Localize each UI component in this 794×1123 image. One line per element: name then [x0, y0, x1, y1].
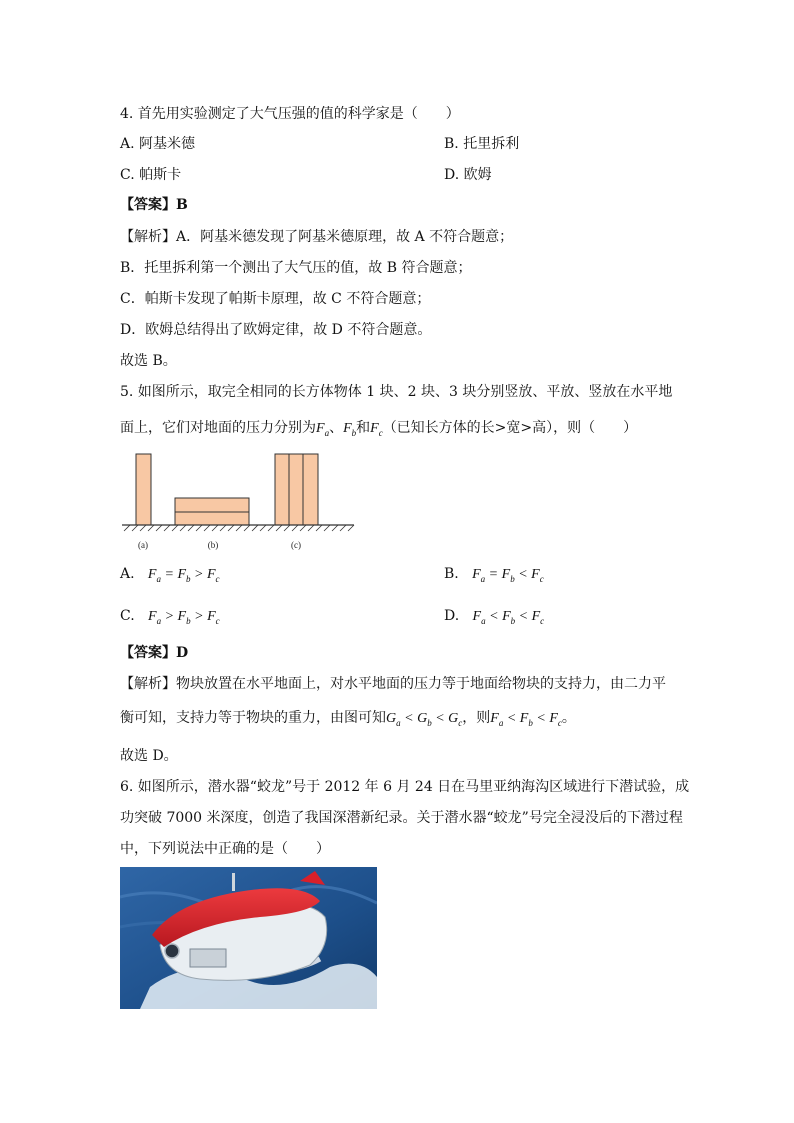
- q4-analysis-4: D．欧姆总结得出了欧姆定律，故 D 不符合题意。: [120, 322, 432, 338]
- q6-stem-1: 6. 如图所示，潜水器“蛟龙”号于 2012 年 6 月 24 日在马里亚纳海沟区域进行下潜试验，成: [120, 779, 690, 795]
- label-b: (b): [207, 540, 219, 550]
- block-a: [136, 454, 151, 525]
- block-c-1: [275, 454, 289, 525]
- q5-stem-line1: 5. 如图所示，取完全相同的长方体物体 1 块、2 块、3 块分别竖放、平放、竖放在水平地: [120, 384, 673, 400]
- q5-answer: 【答案】D: [120, 645, 189, 661]
- mast: [232, 873, 235, 891]
- q5-option-c: C. $F_a > F_b > F_c$: [120, 608, 220, 626]
- block-c-3: [303, 454, 318, 525]
- q4-option-a: A. 阿基米德: [120, 136, 196, 152]
- q5-analysis-1: 【解析】物块放置在水平地面上，对水平地面的压力等于地面给物块的支持力，由二力平: [120, 676, 666, 692]
- label-c: (c): [291, 540, 301, 550]
- q4-option-c: C. 帕斯卡: [120, 167, 182, 183]
- q6-stem-3: 中，下列说法中正确的是（ ）: [120, 841, 330, 857]
- q5-conclusion: 故选 D。: [120, 748, 178, 764]
- q5-option-a: A. $F_a = F_b > F_c$: [120, 566, 220, 584]
- q5-stem-line2: 面上，它们对地面的压力分别为$F_a$、$F_b$和$F_c$（已知长方体的长>宽>高），则（ ）: [120, 420, 638, 438]
- q4-option-b: B. 托里拆利: [444, 136, 520, 152]
- q5-analysis-2: 衡可知，支持力等于物块的重力，由图可知$G_a < G_b < G_c$，则$F_a < F_b < F_c$。: [120, 710, 576, 728]
- q4-analysis-2: B．托里拆利第一个测出了大气压的值，故 B 符合题意；: [120, 260, 472, 276]
- q4-answer: 【答案】B: [120, 197, 188, 213]
- blocks-figure: [118, 450, 363, 555]
- q4-option-d: D. 欧姆: [444, 167, 492, 183]
- ground-hatching: [124, 525, 354, 531]
- q4-stem: 4. 首先用实验测定了大气压强的值的科学家是（ ）: [120, 106, 460, 122]
- label-a: (a): [138, 540, 148, 550]
- viewport: [165, 944, 179, 958]
- submersible-photo: [120, 867, 377, 1009]
- block-b-2: [175, 512, 249, 525]
- block-b-1: [175, 498, 249, 512]
- q5-option-d: D. $F_a < F_b < F_c$: [444, 608, 545, 626]
- q5-option-b: B. $F_a = F_b < F_c$: [444, 566, 544, 584]
- block-c-2: [289, 454, 303, 525]
- q4-conclusion: 故选 B。: [120, 353, 177, 369]
- hull-frame: [190, 949, 226, 967]
- q6-stem-2: 功突破 7000 米深度，创造了我国深潜新纪录。关于潜水器“蛟龙”号完全浸没后的下潜过程: [120, 810, 683, 826]
- q4-analysis-1: 【解析】A．阿基米德发现了阿基米德原理，故 A 不符合题意；: [120, 229, 514, 245]
- q4-analysis-3: C．帕斯卡发现了帕斯卡原理，故 C 不符合题意；: [120, 291, 431, 307]
